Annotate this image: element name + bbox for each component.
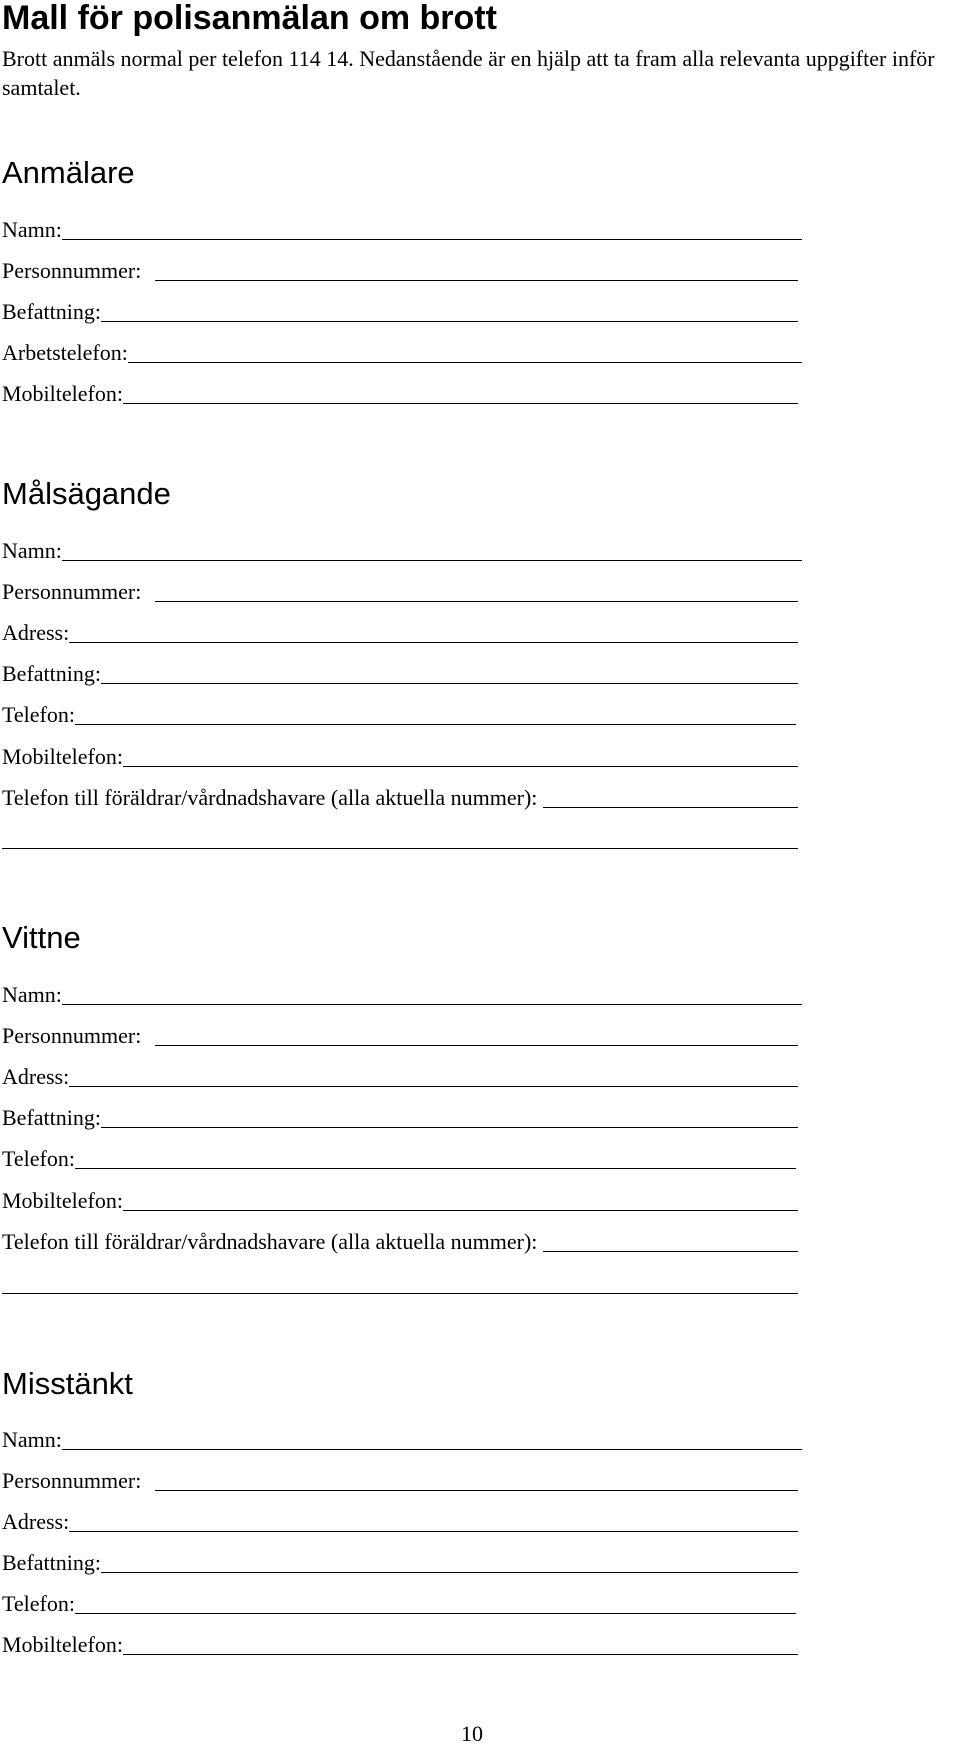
fill-line[interactable] — [75, 1591, 796, 1614]
malsagande-adress-field[interactable] — [2, 616, 798, 646]
vittne-mobiltelefon-field[interactable] — [2, 1184, 798, 1214]
malsagande-extra-line[interactable] — [2, 848, 798, 849]
misstankt-befattning-field[interactable] — [2, 1546, 798, 1576]
misstankt-adress-field[interactable] — [2, 1505, 798, 1535]
anmalare-mobiltelefon-field[interactable] — [2, 377, 798, 407]
field-label: Adress: — [2, 1064, 70, 1089]
anmalare-namn-field[interactable] — [2, 213, 802, 243]
field-label: Befattning: — [2, 661, 101, 686]
fill-line[interactable] — [69, 1509, 798, 1532]
fill-line[interactable] — [155, 258, 798, 281]
field-label: Telefon: — [2, 1146, 75, 1171]
fill-line[interactable] — [155, 1468, 798, 1491]
anmalare-befattning-field[interactable] — [2, 295, 798, 325]
fill-line[interactable] — [543, 1229, 798, 1252]
vittne-personnummer-field[interactable] — [2, 1019, 798, 1049]
fill-line[interactable] — [69, 620, 798, 643]
fill-line[interactable] — [101, 1550, 798, 1573]
fill-line[interactable] — [123, 744, 798, 767]
field-label: Befattning: — [2, 299, 101, 324]
malsagande-telefon-field[interactable] — [2, 698, 796, 728]
malsagande-mobiltelefon-field[interactable] — [2, 740, 798, 770]
fill-line[interactable] — [123, 381, 798, 404]
field-label: Adress: — [2, 620, 70, 645]
fill-line[interactable] — [75, 1146, 796, 1169]
page-number: 10 — [461, 1721, 483, 1746]
field-label: Befattning: — [2, 1550, 101, 1575]
fill-line[interactable] — [128, 340, 802, 363]
fill-line[interactable] — [543, 785, 798, 808]
field-label: Adress: — [2, 1509, 70, 1534]
field-label: Mobiltelefon: — [2, 1632, 123, 1657]
field-label: Telefon: — [2, 702, 75, 727]
page-title: Mall för polisanmälan om brott — [2, 0, 497, 37]
anmalare-arbetstelefon-field[interactable] — [2, 336, 802, 366]
field-label: Telefon till föräldrar/vårdnadshavare (alla aktuella nummer): — [2, 1229, 538, 1254]
section-title-misstankt: Misstänkt — [2, 1366, 133, 1401]
vittne-befattning-field[interactable] — [2, 1101, 798, 1131]
field-label: Personnummer: — [2, 258, 142, 283]
field-label: Personnummer: — [2, 1468, 142, 1493]
field-label: Befattning: — [2, 1105, 101, 1130]
field-label: Mobiltelefon: — [2, 744, 123, 769]
vittne-extra-line[interactable] — [2, 1293, 798, 1294]
malsagande-foraldrar-telefon-field[interactable] — [2, 781, 798, 811]
field-label: Namn: — [2, 538, 62, 563]
fill-line[interactable] — [101, 299, 798, 322]
malsagande-befattning-field[interactable] — [2, 657, 798, 687]
misstankt-mobiltelefon-field[interactable] — [2, 1628, 798, 1658]
field-label: Mobiltelefon: — [2, 381, 123, 406]
field-label: Namn: — [2, 1427, 62, 1452]
fill-line[interactable] — [101, 1105, 798, 1128]
intro-text: Brott anmäls normal per telefon 114 14. Nedanstående är en hjälp att ta fram alla relevanta uppgifter inför samtalet. — [2, 46, 935, 100]
anmalare-personnummer-field[interactable] — [2, 254, 798, 284]
field-label: Telefon: — [2, 1591, 75, 1616]
fill-line[interactable] — [75, 702, 796, 725]
section-title-malsagande: Målsägande — [2, 476, 171, 511]
field-label: Mobiltelefon: — [2, 1188, 123, 1213]
fill-line[interactable] — [155, 1023, 798, 1046]
section-title-vittne: Vittne — [2, 920, 81, 955]
vittne-namn-field[interactable] — [2, 978, 802, 1008]
fill-line[interactable] — [123, 1632, 798, 1655]
misstankt-namn-field[interactable] — [2, 1423, 802, 1453]
field-label: Telefon till föräldrar/vårdnadshavare (alla aktuella nummer): — [2, 785, 538, 810]
fill-line[interactable] — [62, 217, 802, 240]
vittne-telefon-field[interactable] — [2, 1142, 796, 1172]
fill-line[interactable] — [69, 1064, 798, 1087]
fill-line[interactable] — [155, 579, 798, 602]
fill-line[interactable] — [62, 1427, 802, 1450]
field-label: Personnummer: — [2, 579, 142, 604]
section-title-anmalare: Anmälare — [2, 155, 135, 190]
field-label: Namn: — [2, 217, 62, 242]
vittne-foraldrar-telefon-field[interactable] — [2, 1225, 798, 1255]
vittne-adress-field[interactable] — [2, 1060, 798, 1090]
malsagande-personnummer-field[interactable] — [2, 575, 798, 605]
misstankt-personnummer-field[interactable] — [2, 1464, 798, 1494]
fill-line[interactable] — [62, 982, 802, 1005]
malsagande-namn-field[interactable] — [2, 534, 802, 564]
fill-line[interactable] — [123, 1188, 798, 1211]
fill-line[interactable] — [62, 538, 802, 561]
field-label: Personnummer: — [2, 1023, 142, 1048]
field-label: Namn: — [2, 982, 62, 1007]
fill-line[interactable] — [101, 661, 798, 684]
misstankt-telefon-field[interactable] — [2, 1587, 796, 1617]
field-label: Arbetstelefon: — [2, 340, 128, 365]
